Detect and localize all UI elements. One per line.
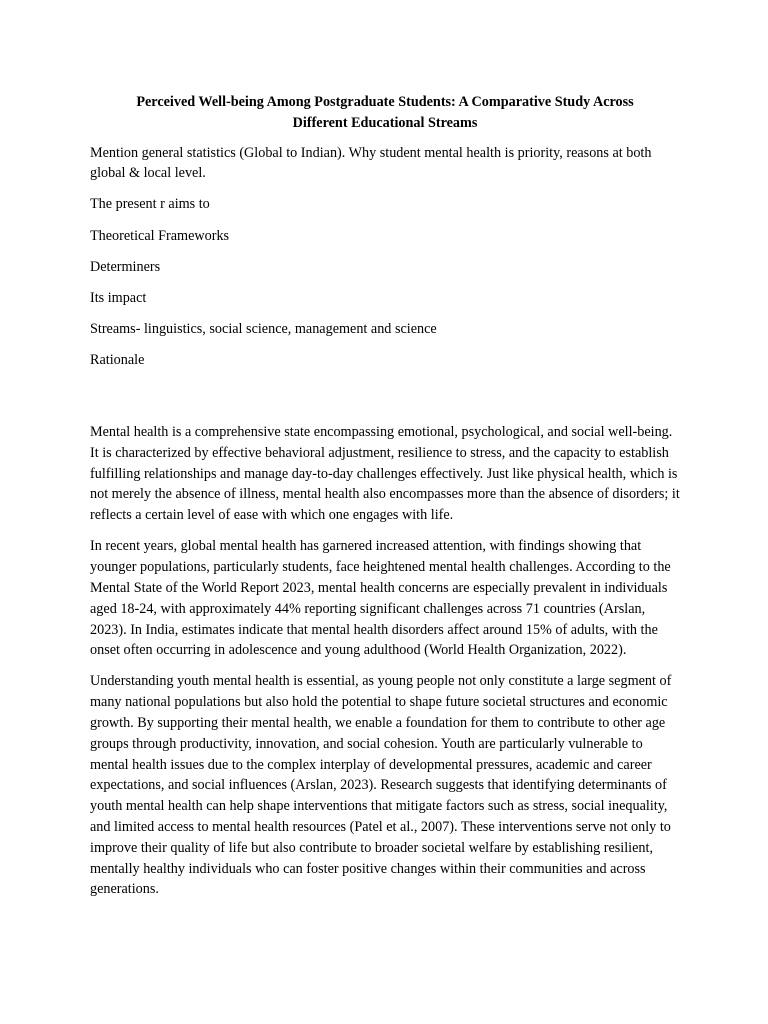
paragraph-youth-mental-health: Understanding youth mental health is essential, as young people not only constitute a large segment of many national populations but also hold the potential to shape future societal structures and economic growth. By supporting their mental health, we enable a foundation for them to contribute to other age groups through productivity, innovation, and social cohesion. Youth are particularly vulnerable to mental health issues due to the complex interplay of developmental pressures, academic and career expectations, and social influences (Arslan, 2023). Research suggests that identifying determinants of youth mental health can help shape interventions that mitigate factors such as stress, social inequality, and limited access to mental health resources (Patel et al., 2007). These interventions serve not only to improve their quality of life but also contribute to broader societal welfare by establishing resilient, mentally healthy individuals who can foster positive changes within their communities and across generations.: [90, 673, 672, 898]
title-line-2: Different Educational Streams: [292, 114, 478, 131]
document-body: [90, 92, 680, 910]
outline-note-streams: Streams- linguistics, social science, management and science: [90, 320, 437, 337]
title-line-1: Perceived Well-being Among Postgraduate Students: A Comparative Study Across: [136, 94, 634, 110]
blank-line-spacer: [90, 381, 680, 422]
outline-note-statistics: Mention general statistics (Global to Indian). Why student mental health is priority, reasons at both global & local level.: [90, 144, 652, 182]
document-title: [90, 92, 680, 134]
outline-note-determiners: Determiners: [90, 258, 161, 275]
paragraph-mental-health-definition: Mental health is a comprehensive state encompassing emotional, psychological, and social well-being. It is characterized by effective behavioral adjustment, resilience to stress, and the capacity to establish fulfilling relationships and manage day-to-day challenges effectively. Just like physical health, which is not merely the absence of illness, mental health also encompasses more than the absence of disorders; it reflects a certain level of ease with which one engages with life.: [90, 424, 680, 524]
outline-note-impact: Its impact: [90, 289, 147, 306]
outline-note-aims: The present r aims to: [90, 196, 210, 213]
outline-note-frameworks: Theoretical Frameworks: [90, 227, 230, 244]
outline-note-rationale: Rationale: [90, 351, 145, 368]
paragraph-global-statistics: In recent years, global mental health has garnered increased attention, with findings showing that younger populations, particularly students, face heightened mental health challenges. According to the Mental State of the World Report 2023, mental health concerns are especially prevalent in individuals aged 18-24, with approximately 44% reporting significant challenges across 71 countries (Arslan, 2023). In India, estimates indicate that mental health disorders affect around 15% of adults, with the onset often occurring in adolescence and young adulthood (World Health Organization, 2022).: [90, 538, 671, 659]
